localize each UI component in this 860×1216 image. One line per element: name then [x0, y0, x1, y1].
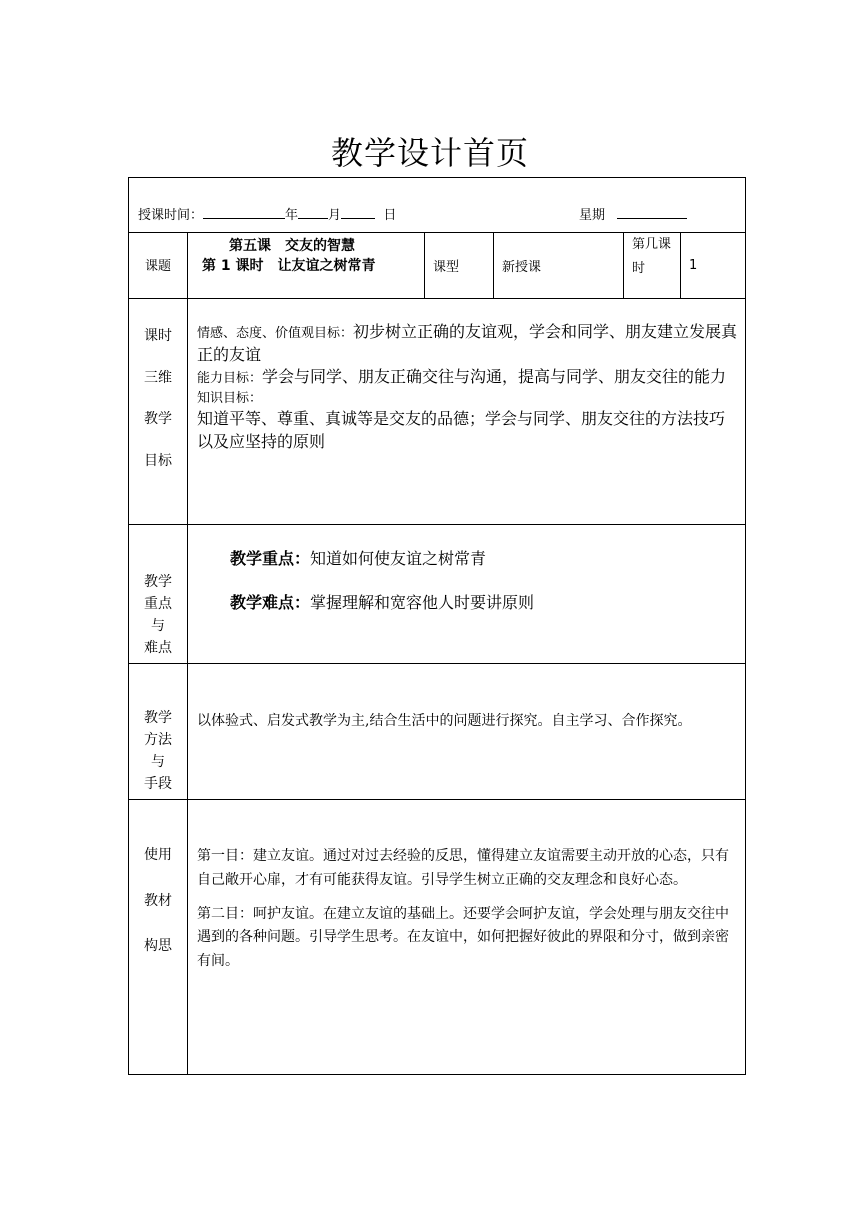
emotion-goal-text: 初步树立正确的友谊观，学会和同学、朋友建立发展真正的友谊 — [197, 322, 738, 364]
goals-content — [188, 299, 746, 525]
keypoints-label-4: 难点 — [144, 640, 172, 656]
goals-label-1: 课时 — [144, 328, 172, 344]
knowledge-goal-label: 知识目标： — [197, 390, 263, 406]
material-label-1: 使用 — [144, 847, 172, 863]
ability-goal-text: 学会与同学、朋友正确交往与沟通，提高与同学、朋友交往的能力 — [262, 367, 727, 387]
knowledge-goal-text: 知道平等、尊重、真诚等是交友的品德；学会与同学、朋友交往的方法技巧以及应坚持的原则 — [197, 409, 726, 451]
keypoints-content — [188, 525, 746, 664]
key-point — [230, 547, 745, 571]
methods-label-2: 方法 — [144, 732, 172, 748]
difficult-point-text: 掌握理解和宽容他人时要讲原则 — [310, 593, 535, 612]
material-content — [188, 800, 746, 1075]
goals-label-2: 三维 — [144, 369, 172, 386]
goals-label-4: 目标 — [144, 452, 172, 469]
key-point-label: 教学重点： — [230, 549, 311, 568]
difficult-point — [230, 591, 745, 615]
month-blank — [341, 204, 375, 219]
keypoints-label-3: 与 — [151, 618, 165, 634]
date-blank — [203, 204, 285, 219]
methods-row — [129, 664, 746, 800]
methods-content — [188, 664, 746, 800]
methods-label-4: 手段 — [144, 776, 172, 792]
difficult-point-label: 教学难点： — [230, 593, 311, 612]
weekday-blank — [617, 204, 687, 219]
page-title: 教学设计首页 — [330, 134, 529, 172]
methods-label-3: 与 — [151, 754, 165, 770]
lesson-time-field — [138, 204, 396, 223]
weekday-label: 星期 — [579, 208, 606, 223]
goals-row — [129, 299, 746, 525]
ability-goal-label: 能力目标： — [197, 371, 263, 387]
type-label: 课型 — [425, 233, 494, 299]
lesson-number-label: 第几课时 — [624, 233, 681, 299]
topic-line-1: 第五课 交友的智慧 — [229, 238, 355, 254]
material-label-2: 教材 — [144, 892, 172, 909]
year-label: 年 — [285, 208, 299, 223]
emotion-goal-label: 情感、态度、价值观目标： — [197, 326, 354, 341]
material-row — [129, 800, 746, 1075]
goals-label — [129, 299, 188, 525]
material-label — [129, 800, 188, 1075]
methods-text: 以体验式、启发式教学为主,结合生活中的问题进行探究。自主学习、合作探究。 — [197, 713, 692, 729]
year-blank — [298, 204, 328, 219]
header-row — [129, 178, 746, 233]
keypoints-label-2: 重点 — [144, 596, 172, 612]
methods-label-1: 教学 — [144, 710, 172, 726]
type-value: 新授课 — [494, 233, 624, 299]
material-label-3: 构思 — [144, 938, 172, 955]
month-label: 月 — [328, 208, 342, 223]
topic-cell — [188, 233, 425, 299]
lesson-time-label: 授课时间： — [138, 208, 204, 223]
day-label: 日 — [383, 208, 397, 223]
keypoints-label-1: 教学 — [144, 574, 172, 590]
methods-label — [129, 664, 188, 800]
keypoints-label — [129, 525, 188, 664]
topic-row — [129, 233, 746, 299]
material-paragraph-1: 第一目：建立友谊。通过对过去经验的反思，懂得建立友谊需要主动开放的心态，只有自己敞开心扉，才有可能获得友谊。引导学生树立正确的交友理念和良好心态。 — [197, 848, 729, 888]
header-cell — [129, 178, 746, 233]
lesson-plan-table — [128, 177, 746, 1075]
topic-line-2: 第 1 课时 让友谊之树常青 — [202, 258, 376, 274]
weekday-field — [579, 204, 687, 223]
goals-label-3: 教学 — [144, 411, 172, 428]
material-paragraph-2: 第二目：呵护友谊。在建立友谊的基础上。还要学会呵护友谊，学会处理与朋友交往中遇到的各种问题。引导学生思考。在友谊中，如何把握好彼此的界限和分寸，做到亲密有间。 — [197, 905, 729, 970]
keypoints-row — [129, 525, 746, 664]
topic-label: 课题 — [129, 233, 188, 299]
key-point-text: 知道如何使友谊之树常青 — [310, 549, 487, 568]
lesson-number-value: 1 — [681, 233, 746, 299]
